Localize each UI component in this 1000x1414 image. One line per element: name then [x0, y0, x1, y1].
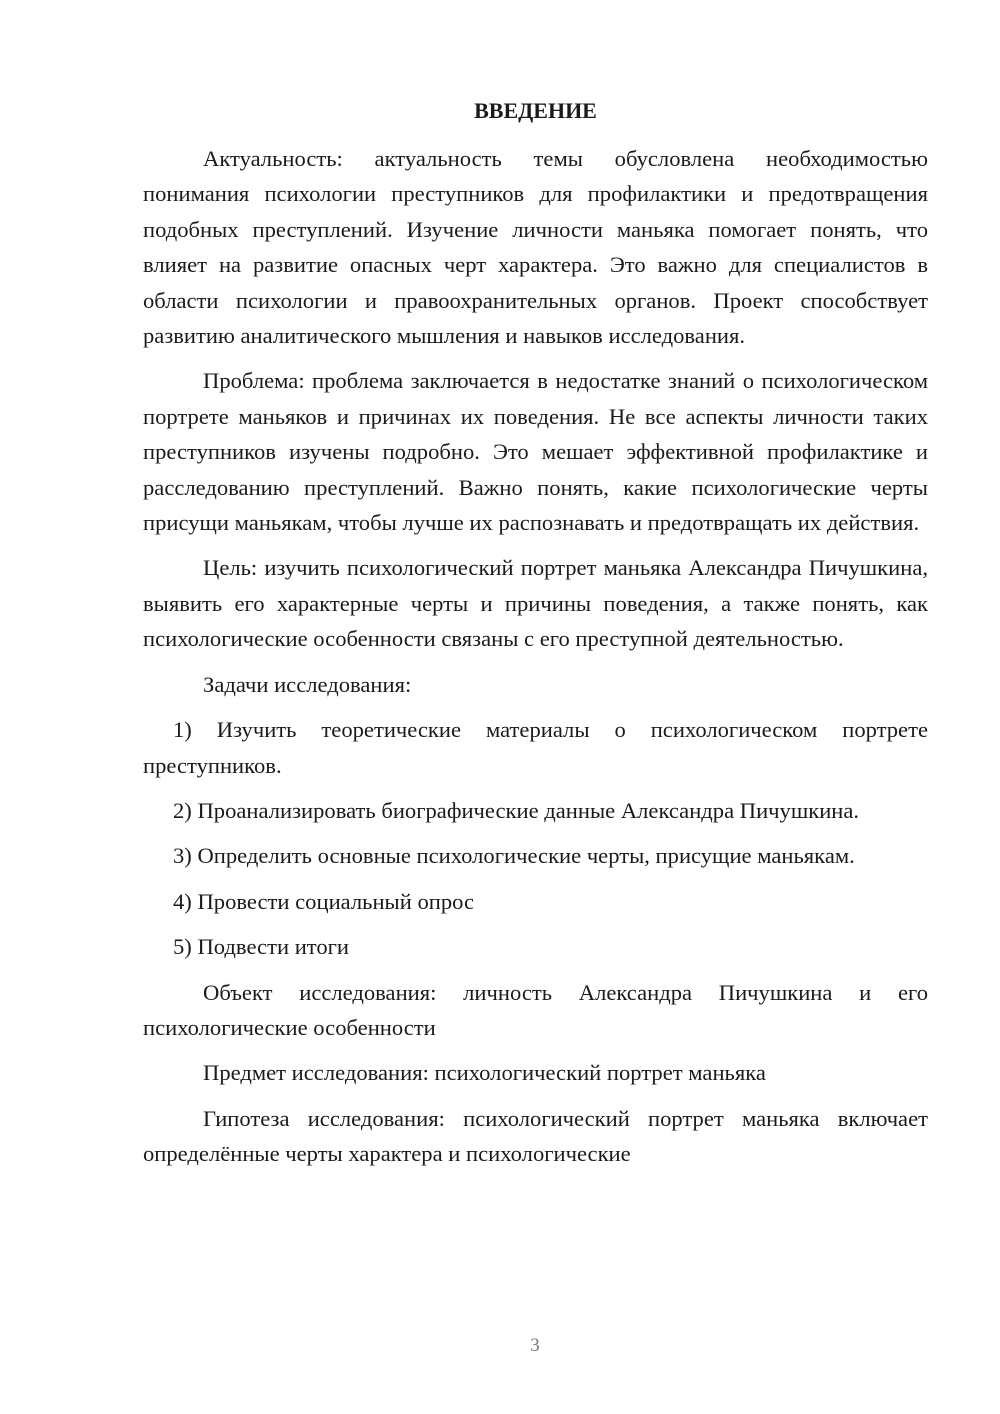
paragraph-object: Объект исследования: личность Александра Пичушкина и его психологические особенности [143, 979, 928, 1040]
document-body [143, 141, 928, 1172]
task-item-4: 4) Провести социальный опрос [173, 888, 475, 914]
page-title: ВВЕДЕНИЕ [474, 98, 597, 123]
paragraph-relevance: Актуальность: актуальность темы обусловлена необходимостью понимания психологии преступников для профилактики и предотвращения подобных преступлений. Изучение личности маньяка помогает понять, что влияет на развитие опасных черт характера. Это важно для специалистов в области психологии и правоохранительных органов. Проект способствует развитию аналитического мышления и навыков исследования. [143, 146, 928, 349]
paragraph-tasks-heading: Задачи исследования: [203, 671, 412, 697]
paragraph-subject: Предмет исследования: психологический портрет маньяка [203, 1060, 766, 1086]
paragraph-problem: Проблема: проблема заключается в недостатке знаний о психологическом портрете маньяков и причинах их поведения. Не все аспекты личности таких преступников изучены подробно. Это мешает эффективной профилактике и расследованию преступлений. Важно понять, какие психологические черты присущи маньякам, чтобы лучше их распознавать и предотвращать их действия. [143, 368, 928, 536]
task-item-2: 2) Проанализировать биографические данные Александра Пичушкина. [173, 797, 860, 823]
paragraph-goal: Цель: изучить психологический портрет маньяка Александра Пичушкина, выявить его характерные черты и причины поведения, а также понять, как психологические особенности связаны с его преступной деятельностью. [143, 555, 928, 652]
paragraph-hypothesis: Гипотеза исследования: психологический портрет маньяка включает определённые черты характера и психологические [143, 1105, 928, 1167]
task-item-3: 3) Определить основные психологические черты, присущие маньякам. [173, 843, 855, 869]
task-item-1: 1) Изучить теоретические материалы о психологическом портрете преступников. [143, 717, 928, 778]
page-number: 3 [530, 1335, 540, 1356]
task-item-5: 5) Подвести итоги [173, 934, 350, 960]
